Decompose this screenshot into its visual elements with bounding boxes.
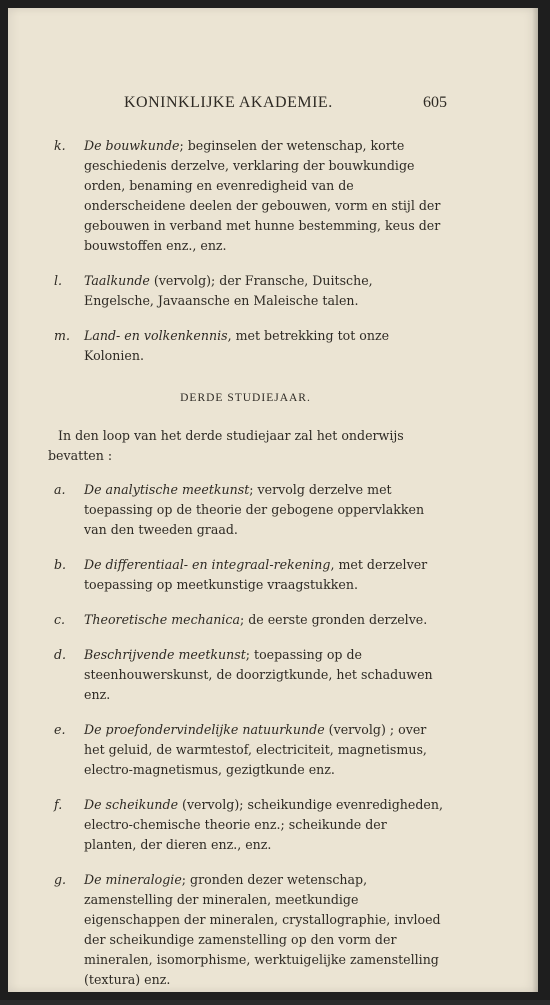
entry-l bbox=[48, 271, 443, 311]
entry-text: (vervolg); der Fransche, Duitsche, Engelsche, Javaansche en Maleische talen. bbox=[84, 273, 373, 308]
entry-a bbox=[48, 480, 443, 540]
entry-text: (vervolg) ; over het geluid, de warmtestof, electriciteit, magnetismus, electro-magnetismus, gezigtkunde enz. bbox=[84, 722, 427, 777]
entry-b bbox=[48, 555, 443, 595]
entry-text: ; de eerste gronden derzelve. bbox=[239, 612, 428, 627]
page-content bbox=[48, 94, 447, 1005]
entry-term: De differentiaal- en integraal-rekening bbox=[84, 557, 331, 572]
entry-letter: m. bbox=[54, 328, 70, 343]
entry-text: ; beginselen der wetenschap, korte geschiedenis derzelve, verklaring der bouwkundige orden, benaming en evenredigheid van de onderscheidene deelen der gebouwen, vorm en stijl der gebouwen in verband met hunne bestemming, keus der bouwstoffen enz., enz. bbox=[84, 138, 441, 253]
page-number: 605 bbox=[423, 94, 447, 111]
entry-term: De bouwkunde bbox=[84, 138, 180, 153]
entry-text: ; toepassing op de steenhouwerskunst, de doorzigtkunde, het schaduwen enz. bbox=[84, 647, 433, 702]
intro-paragraph: In den loop van het derde studiejaar zal het onderwijs bevatten : bbox=[48, 428, 404, 463]
entry-text: ; vervolg derzelve met toepassing op de theorie der gebogene oppervlakken van den tweeden graad. bbox=[84, 482, 425, 537]
page-header bbox=[48, 94, 447, 124]
entry-text: , met derzelver toepassing op meetkunstige vraagstukken. bbox=[84, 557, 428, 592]
entry-letter: e. bbox=[54, 722, 66, 737]
entry-c bbox=[48, 610, 443, 630]
entry-term: Taalkunde bbox=[84, 273, 150, 288]
entry-text: ; gronden dezer wetenschap, zamenstelling der mineralen, meetkundige eigenschappen der mineralen, crystallographie, invloed der scheikundige zamenstelling op den vorm der mineralen, isomorphisme, werktuigelijke zamenstelling (textura) enz. bbox=[84, 872, 441, 987]
section-heading: DERDE STUDIEJAAR. bbox=[180, 392, 311, 404]
entry-letter: g. bbox=[54, 872, 67, 887]
entry-e bbox=[48, 720, 443, 780]
book-page bbox=[8, 8, 538, 992]
entry-g bbox=[48, 870, 443, 990]
entry-letter: b. bbox=[54, 557, 67, 572]
running-head: KONINKLIJKE AKADEMIE. bbox=[124, 94, 333, 111]
page-edge-shadow bbox=[532, 8, 538, 992]
entry-m bbox=[48, 326, 443, 366]
entry-term: Beschrijvende meetkunst bbox=[84, 647, 246, 662]
entry-term: Land- en volkenkennis bbox=[84, 328, 228, 343]
entry-d bbox=[48, 645, 443, 705]
entry-letter: k. bbox=[54, 138, 66, 153]
entry-letter: c. bbox=[54, 612, 66, 627]
entry-k bbox=[48, 136, 443, 256]
entry-text: (vervolg); scheikundige evenredigheden, electro-chemische theorie enz.; scheikunde der planten, der dieren enz., enz. bbox=[84, 797, 443, 852]
entry-letter: a. bbox=[54, 482, 66, 497]
entry-term: De analytische meetkunst bbox=[84, 482, 250, 497]
entry-text: , met betrekking tot onze Kolonien. bbox=[84, 328, 390, 363]
entry-letter: d. bbox=[54, 647, 67, 662]
entry-term: De mineralogie bbox=[84, 872, 182, 887]
entry-term: De proefondervindelijke natuurkunde bbox=[84, 722, 325, 737]
entry-letter: l. bbox=[54, 273, 63, 288]
entry-term: De scheikunde bbox=[84, 797, 179, 812]
entry-term: Theoretische mechanica bbox=[84, 612, 240, 627]
entry-letter: f. bbox=[54, 797, 63, 812]
entry-f bbox=[48, 795, 443, 855]
